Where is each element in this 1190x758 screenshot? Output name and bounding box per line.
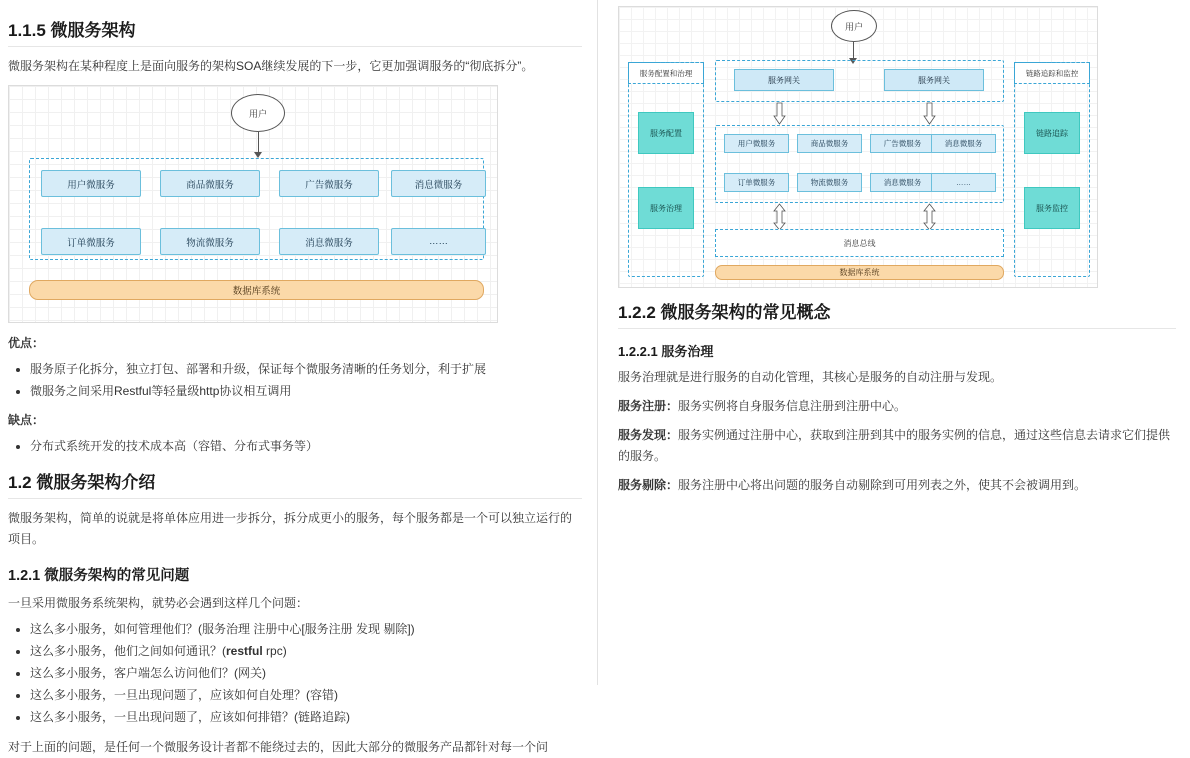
arrow-down-icon: [774, 103, 785, 125]
heading-1-1-5: 1.1.5 微服务架构: [8, 16, 582, 47]
connector-line: [258, 132, 259, 154]
term-label: 服务注册：: [618, 399, 679, 413]
list-item: • 微服务之间采用Restful等轻量级http协议相互调用: [30, 380, 582, 402]
user-node: 用户: [231, 94, 285, 132]
service-box: 物流微服务: [160, 228, 260, 255]
questions-list: [8, 618, 582, 729]
service-box: 商品微服务: [797, 134, 862, 153]
term-label: 服务剔除：: [618, 478, 679, 492]
left-column: [0, 0, 596, 754]
left-panel-title: 服务配置和治理: [628, 62, 704, 84]
term-desc: 服务实例将自身服务信息注册到注册中心。: [678, 399, 907, 413]
service-box: 广告微服务: [870, 134, 935, 153]
service-box: ……: [931, 173, 996, 192]
database-system-bar: 数据库系统: [29, 280, 484, 300]
list-item: • 这么多小服务，客户端怎么访问他们？(网关): [30, 662, 582, 684]
term-paragraph-remove: [618, 475, 1176, 496]
paragraph-intro: 微服务架构在某种程度上是面向服务的架构SOA继续发展的下一步，它更加强调服务的“彻底拆分”。: [8, 59, 534, 73]
service-box: 消息微服务: [279, 228, 379, 255]
service-box: 物流微服务: [797, 173, 862, 192]
microservice-full-architecture-diagram: [618, 6, 1098, 288]
database-system-bar: 数据库系统: [715, 265, 1004, 280]
term-desc: 服务实例通过注册中心，获取到注册到其中的服务实例的信息，通过这些信息去请求它们提供的服务。: [618, 428, 1171, 463]
service-box: 消息微服务: [870, 173, 935, 192]
arrow-down-icon: [924, 103, 935, 125]
cons-label: 缺点：: [8, 413, 45, 428]
heading-1-2-2-1: 1.2.2.1 服务治理: [618, 344, 714, 359]
paragraph-governance: 服务治理就是进行服务的自动化管理，其核心是服务的自动注册与发现。: [618, 370, 1003, 384]
cons-list: [8, 435, 582, 457]
term-desc: 服务注册中心将出问题的服务自动剔除到可用列表之外，使其不会被调用到。: [678, 478, 1087, 492]
service-box: 用户微服务: [41, 170, 141, 197]
heading-1-2-1: 1.2.1 微服务架构的常见问题: [8, 567, 190, 584]
right-panel-title: 链路追踪和监控: [1014, 62, 1090, 84]
term-paragraph-register: [618, 396, 1176, 417]
service-box: 订单微服务: [724, 173, 789, 192]
heading-1-2-2: 1.2.2 微服务架构的常见概念: [618, 298, 1176, 329]
paragraph-1-2: 微服务架构，简单的说就是将单体应用进一步拆分，拆分成更小的服务，每个服务都是一个可以独立运行的项目。: [8, 510, 573, 546]
service-box: 商品微服务: [160, 170, 260, 197]
service-governance-box: 服务治理: [638, 187, 694, 229]
service-box: 消息微服务: [931, 134, 996, 153]
pros-label: 优点：: [8, 336, 45, 350]
monitor-box: 服务监控: [1024, 187, 1080, 229]
service-box: 用户微服务: [724, 134, 789, 153]
paragraph-tail: 对于上面的问题，是任何一个微服务设计者都不能绕过去的，因此大部分的微服务产品都针对每一个问: [8, 739, 549, 754]
right-column: [596, 0, 1190, 685]
arrow-up-down-icon: [774, 204, 785, 230]
list-item: • 这么多小服务，一旦出现问题了，应该如何自处理？(容错): [30, 684, 582, 706]
service-box: 广告微服务: [279, 170, 379, 197]
arrow-up-down-icon: [924, 204, 935, 230]
list-item: • 服务原子化拆分，独立打包、部署和升级，保证每个微服务清晰的任务划分，利于扩展: [30, 358, 582, 380]
gateway-box: 服务网关: [884, 69, 984, 91]
service-box: 订单微服务: [41, 228, 141, 255]
list-item: • 这么多小服务，如何管理他们？(服务治理 注册中心[服务注册 发现 剔除]): [30, 618, 582, 640]
user-node: 用户: [831, 10, 877, 42]
paragraph-1-2-1: 一旦采用微服务系统架构，就势必会遇到这样几个问题：: [8, 595, 309, 610]
heading-1-2: 1.2 微服务架构介绍: [8, 468, 582, 499]
microservice-architecture-diagram: [8, 85, 498, 323]
right-panel-box: [1014, 62, 1090, 277]
left-panel-box: [628, 62, 704, 277]
list-item: • 这么多小服务，一旦出现问题了，应该如何排错？(链路追踪): [30, 706, 582, 728]
term-paragraph-discover: [618, 425, 1176, 467]
list-item: • 这么多小服务，他们之间如何通讯？(restful rpc): [30, 640, 582, 662]
message-bus-box: 消息总线: [715, 229, 1004, 257]
list-item: • 分布式系统开发的技术成本高（容错、分布式事务等）: [30, 435, 582, 457]
gateway-box: 服务网关: [734, 69, 834, 91]
term-label: 服务发现：: [618, 428, 679, 442]
service-box: 消息微服务: [391, 170, 486, 197]
service-box: ……: [391, 228, 486, 255]
service-config-box: 服务配置: [638, 112, 694, 154]
pros-list: [8, 358, 582, 402]
trace-box: 链路追踪: [1024, 112, 1080, 154]
